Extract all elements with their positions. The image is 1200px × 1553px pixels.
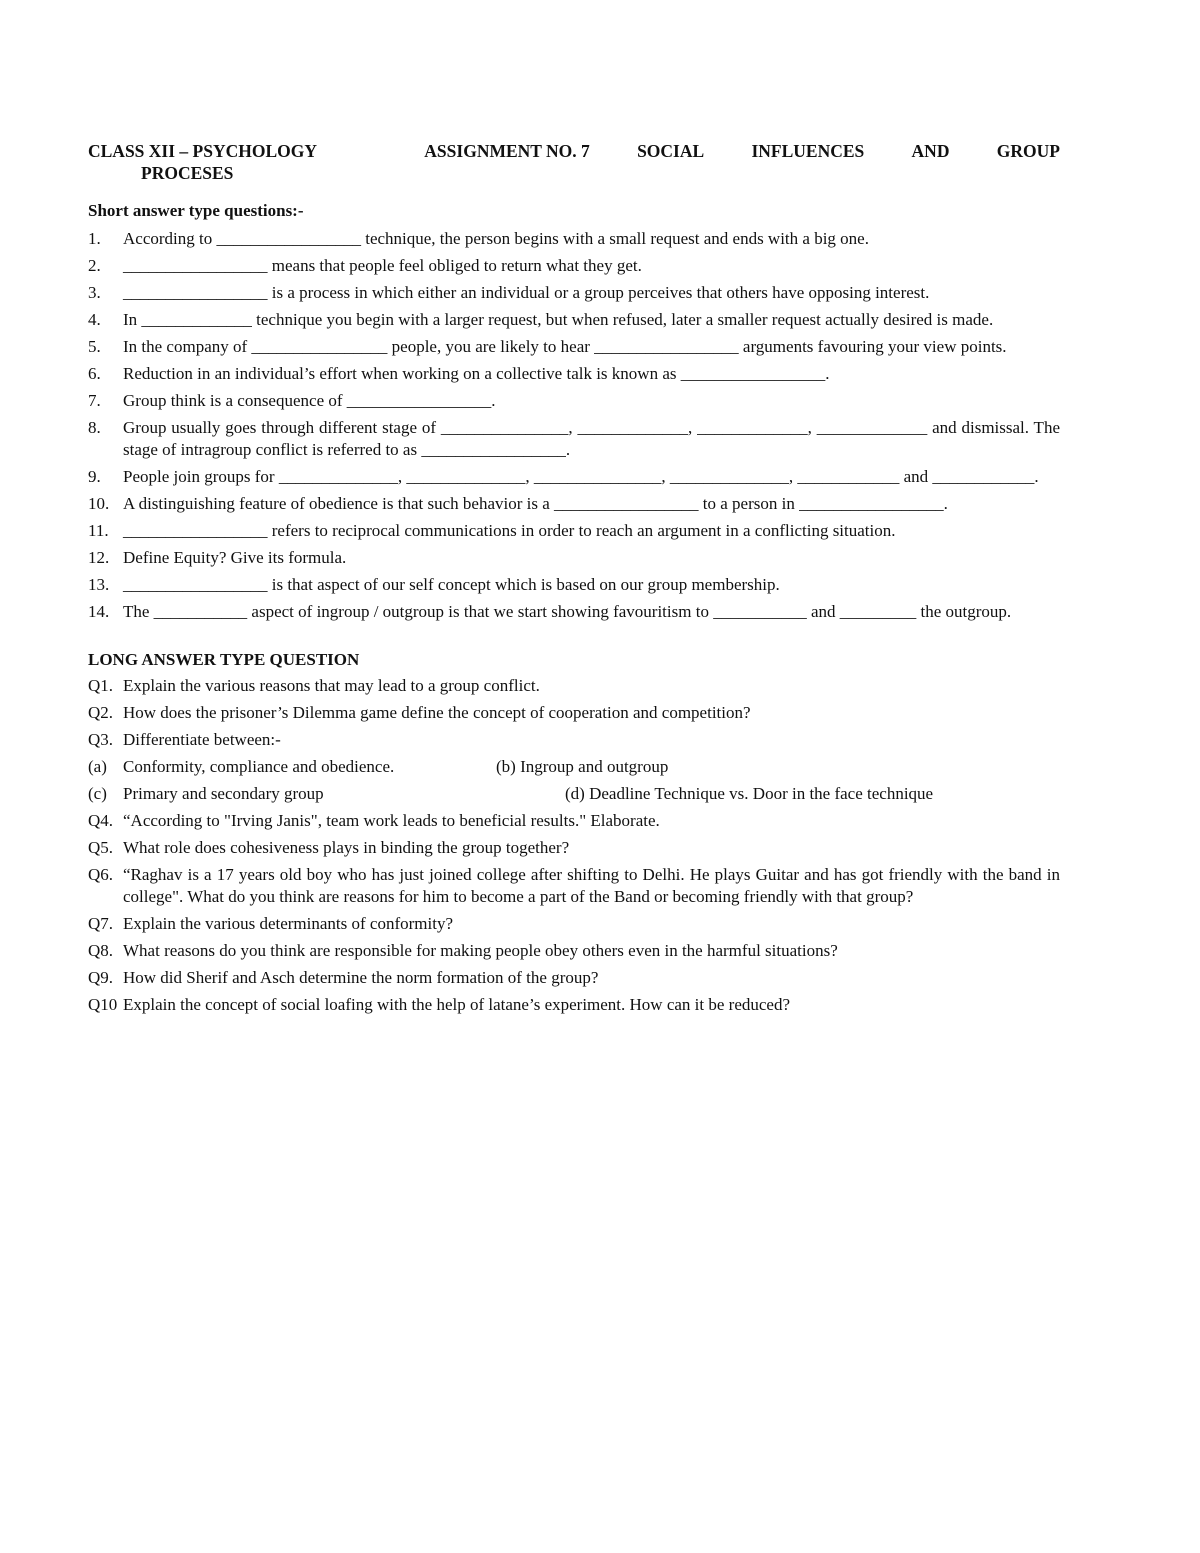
question-text: In the company of ________________ people, you are likely to hear _________________ arguments favouring your view points. <box>123 337 1007 356</box>
question-number: Q8. <box>88 941 114 960</box>
long-question-3 <box>88 729 1060 751</box>
question-number: Q4. <box>88 811 114 830</box>
subitem-row <box>123 756 1060 778</box>
question-text: _________________ is a process in which either an individual or a group perceives that others have opposing interest. <box>123 283 930 302</box>
question-number: 2. <box>88 256 101 275</box>
question-text: A distinguishing feature of obedience is that such behavior is a _________________ to a person in _________________. <box>123 494 948 513</box>
question-text: In _____________ technique you begin with a larger request, but when refused, later a smaller request actually desired is made. <box>123 310 994 329</box>
subitem-b-text: (b) Ingroup and outgroup <box>496 757 669 776</box>
question-text: What role does cohesiveness plays in binding the group together? <box>123 838 570 857</box>
question-number: 4. <box>88 310 101 329</box>
long-question-1 <box>88 675 1060 697</box>
long-question-7 <box>88 913 1060 935</box>
subitem-label: (a) <box>88 757 107 776</box>
short-question-9 <box>88 466 1060 488</box>
short-question-13 <box>88 574 1060 596</box>
question-number: Q2. <box>88 703 114 722</box>
document-title <box>88 140 1060 162</box>
assignment-number: ASSIGNMENT NO. 7 <box>424 141 590 161</box>
long-question-3-ab <box>88 756 1060 778</box>
question-text: Explain the concept of social loafing with the help of latane’s experiment. How can it be reduced? <box>123 995 791 1014</box>
title-word-group: GROUP <box>996 141 1060 161</box>
title-word-and: AND <box>911 141 950 161</box>
short-answer-list <box>88 228 1060 623</box>
short-question-12 <box>88 547 1060 569</box>
short-question-14 <box>88 601 1060 623</box>
short-question-11 <box>88 520 1060 542</box>
long-question-6 <box>88 864 1060 908</box>
question-text: Define Equity? Give its formula. <box>123 548 347 567</box>
title-continuation: PROCESES <box>141 163 234 183</box>
question-number: Q3. <box>88 730 114 749</box>
question-text: The ___________ aspect of ingroup / outgroup is that we start showing favouritism to ___________ and _________ the outgroup. <box>123 602 1012 621</box>
question-text: _________________ refers to reciprocal communications in order to reach an argument in a conflicting situation. <box>123 521 896 540</box>
question-number: Q5. <box>88 838 114 857</box>
title-word-social: SOCIAL <box>637 141 705 161</box>
document-page <box>88 140 1060 1021</box>
short-question-3 <box>88 282 1060 304</box>
question-text: How does the prisoner’s Dilemma game define the concept of cooperation and competition? <box>123 703 751 722</box>
question-number: 9. <box>88 467 101 486</box>
question-number: 7. <box>88 391 101 410</box>
question-text: How did Sherif and Asch determine the norm formation of the group? <box>123 968 599 987</box>
question-text: People join groups for ______________, ______________, _______________, ______________, ____________ and ____________. <box>123 467 1039 486</box>
subitem-label: (c) <box>88 784 107 803</box>
short-question-2 <box>88 255 1060 277</box>
class-label: CLASS XII – PSYCHOLOGY <box>88 141 318 161</box>
question-text: Group think is a consequence of _________________. <box>123 391 496 410</box>
short-question-5 <box>88 336 1060 358</box>
short-question-6 <box>88 363 1060 385</box>
short-question-10 <box>88 493 1060 515</box>
long-question-9 <box>88 967 1060 989</box>
question-number: 8. <box>88 418 101 437</box>
short-question-8 <box>88 417 1060 461</box>
question-number: 13. <box>88 575 110 594</box>
long-question-2 <box>88 702 1060 724</box>
question-text: Reduction in an individual’s effort when working on a collective talk is known as _________________. <box>123 364 830 383</box>
question-number: 6. <box>88 364 101 383</box>
question-number: Q6. <box>88 865 114 884</box>
question-number: Q1. <box>88 676 114 695</box>
long-question-5 <box>88 837 1060 859</box>
question-text: “Raghav is a 17 years old boy who has just joined college after shifting to Delhi. He plays Guitar and has got friendly with the band in college". What do you think are reasons for him to become a part of the Band or becoming friendly with that group? <box>123 865 1060 906</box>
title-word-influences: INFLUENCES <box>751 141 865 161</box>
long-answer-heading: LONG ANSWER TYPE QUESTION <box>88 650 360 669</box>
subitem-c-text: Primary and secondary group <box>123 784 324 803</box>
question-text: Explain the various determinants of conformity? <box>123 914 453 933</box>
question-number: 12. <box>88 548 110 567</box>
question-text: Group usually goes through different stage of _______________, _____________, _____________, _____________ and dismissal. The stage of intragroup conflict is referred to as _________________. <box>123 418 1060 459</box>
question-text: What reasons do you think are responsible for making people obey others even in the harmful situations? <box>123 941 838 960</box>
long-question-8 <box>88 940 1060 962</box>
question-number: Q9. <box>88 968 114 987</box>
question-text: _________________ means that people feel obliged to return what they get. <box>123 256 642 275</box>
question-text: “According to "Irving Janis", team work leads to beneficial results." Elaborate. <box>123 811 660 830</box>
short-question-4 <box>88 309 1060 331</box>
question-text: _________________ is that aspect of our self concept which is based on our group membership. <box>123 575 780 594</box>
long-question-4 <box>88 810 1060 832</box>
question-number: 11. <box>88 521 109 540</box>
question-number: 10. <box>88 494 110 513</box>
subitem-a-text: Conformity, compliance and obedience. <box>123 757 395 776</box>
question-number: 14. <box>88 602 110 621</box>
long-answer-list <box>88 675 1060 1016</box>
short-question-7 <box>88 390 1060 412</box>
long-question-3-cd <box>88 783 1060 805</box>
question-text: Differentiate between:- <box>123 730 281 749</box>
long-question-10 <box>88 994 1060 1016</box>
short-answer-heading: Short answer type questions:- <box>88 201 304 220</box>
subitem-row <box>123 783 1060 805</box>
question-number: Q10 <box>88 995 118 1014</box>
subitem-d-text: (d) Deadline Technique vs. Door in the face technique <box>565 784 934 803</box>
question-text: According to _________________ technique, the person begins with a small request and ends with a big one. <box>123 229 869 248</box>
question-number: Q7. <box>88 914 114 933</box>
question-text: Explain the various reasons that may lead to a group conflict. <box>123 676 540 695</box>
short-question-1 <box>88 228 1060 250</box>
question-number: 1. <box>88 229 101 248</box>
question-number: 3. <box>88 283 101 302</box>
question-number: 5. <box>88 337 101 356</box>
